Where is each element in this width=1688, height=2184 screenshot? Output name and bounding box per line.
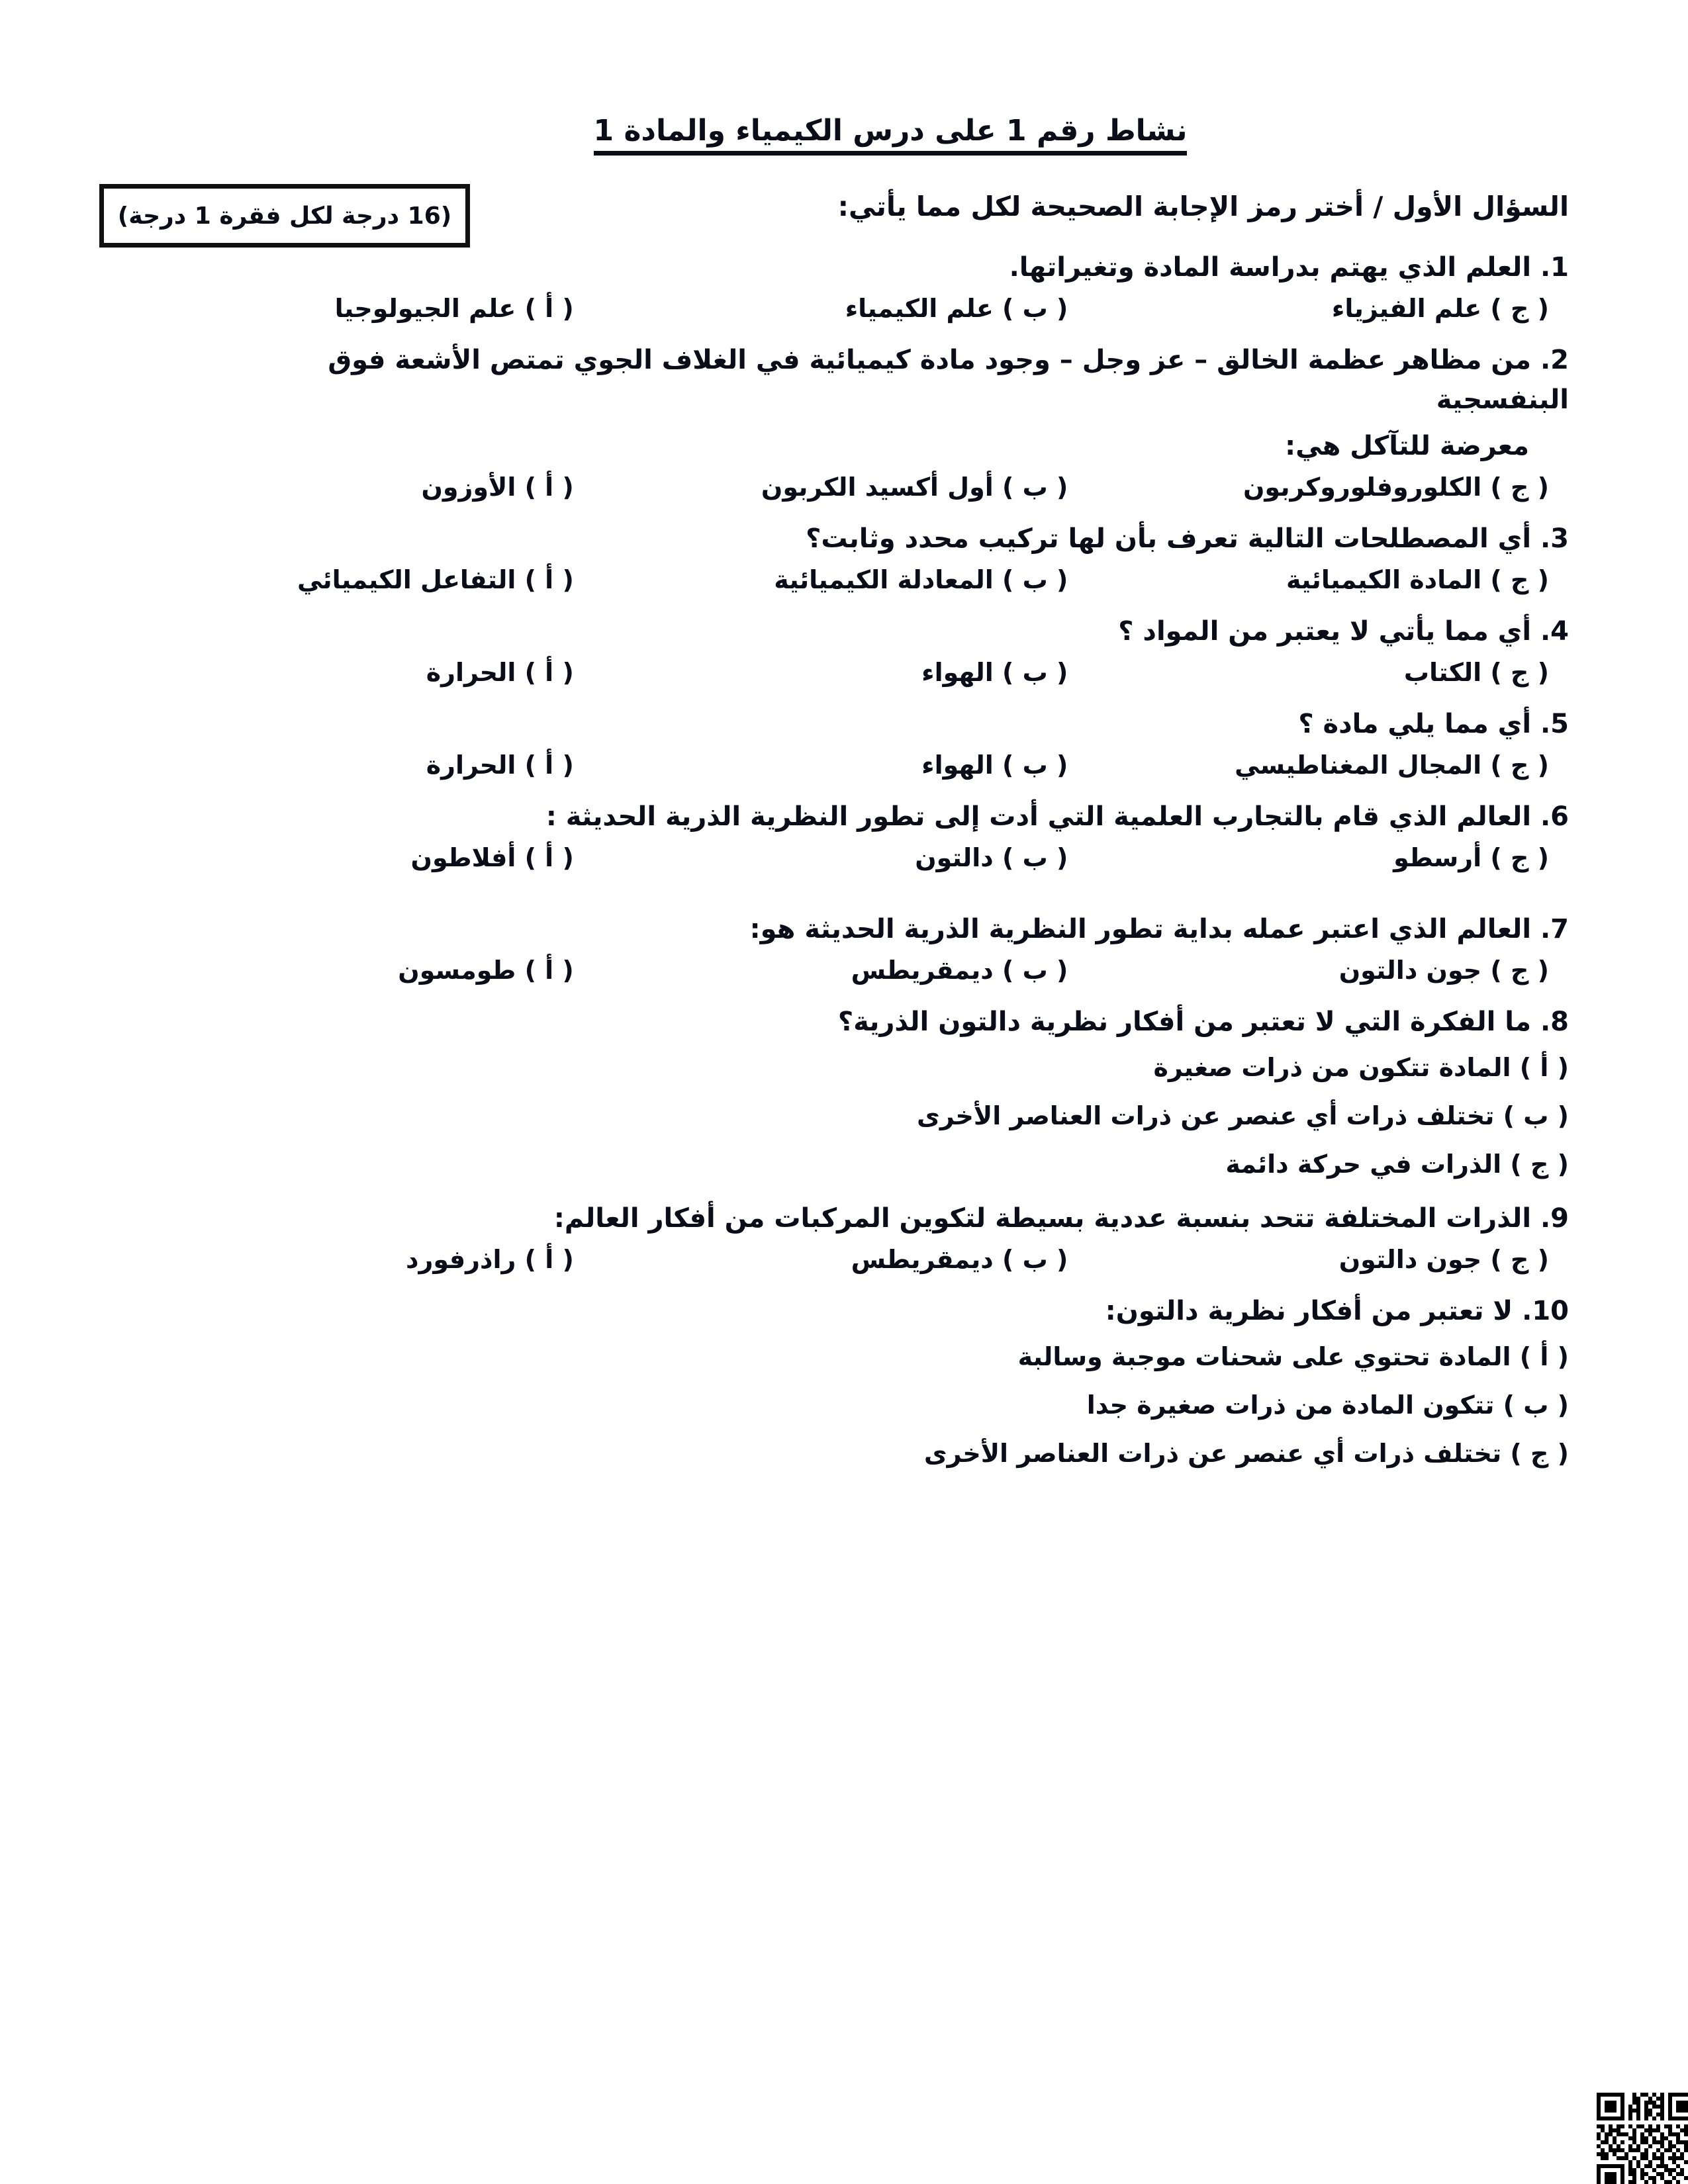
question-stem: 7. العالم الذي اعتبر عمله بداية تطور النظرية الذرية الحديثة هو: — [749, 914, 1569, 945]
question-block — [205, 1002, 1569, 1184]
worksheet-content — [205, 189, 1569, 1488]
option-a[interactable]: ( أ ) المادة تحتوي على شحنات موجبة وسالبة — [1017, 1342, 1569, 1372]
question-block — [205, 909, 1569, 985]
options-row — [205, 473, 1569, 502]
options-row — [205, 294, 1569, 323]
options-stack — [205, 1048, 1569, 1184]
options-row — [205, 843, 1569, 872]
option-c[interactable]: ( ج ) جون دالتون — [1338, 1245, 1549, 1275]
question-stem: 4. أي مما يأتي لا يعتبر من المواد ؟ — [1118, 616, 1569, 647]
question-stem: 10. لا تعتبر من أفكار نظرية دالتون: — [1105, 1296, 1569, 1327]
options-row — [205, 956, 1569, 985]
option-c[interactable]: ( ج ) المجال المغناطيسي — [1235, 751, 1549, 780]
options-row — [205, 565, 1569, 594]
question-block — [205, 519, 1569, 594]
question-stem: 1. العلم الذي يهتم بدراسة المادة وتغيراتها. — [1009, 252, 1569, 283]
qr-code-icon — [1597, 2093, 1688, 2184]
question-block — [205, 1199, 1569, 1274]
question-stem-continuation: معرضة للتآكل هي: — [1285, 431, 1529, 462]
options-stack — [205, 1338, 1569, 1473]
option-c[interactable]: ( ج ) الذرات في حركة دائمة — [1225, 1150, 1569, 1179]
question-stem: 3. أي المصطلحات التالية تعرف بأن لها تركيب محدد وثابت؟ — [806, 523, 1569, 555]
option-b[interactable]: ( ب ) ديمقريطس — [851, 956, 1068, 985]
option-b[interactable]: ( ب ) أول أكسيد الكربون — [761, 473, 1068, 502]
option-c[interactable]: ( ج ) أرسطو — [1393, 843, 1549, 873]
question-stem: 5. أي مما يلي مادة ؟ — [1298, 709, 1569, 740]
options-row — [205, 1245, 1569, 1274]
option-b[interactable]: ( ب ) دالتون — [915, 843, 1068, 873]
option-a[interactable]: ( أ ) الأوزون — [421, 473, 574, 502]
option-c[interactable]: ( ج ) الكتاب — [1403, 658, 1549, 688]
option-c[interactable]: ( ج ) علم الفيزياء — [1331, 294, 1549, 324]
option-b[interactable]: ( ب ) تتكون المادة من ذرات صغيرة جدا — [1086, 1390, 1569, 1420]
question-stem: 8. ما الفكرة التي لا تعتبر من أفكار نظرية دالتون الذرية؟ — [837, 1007, 1569, 1038]
option-b[interactable]: ( ب ) الهواء — [921, 751, 1068, 780]
instruction-line: السؤال الأول / أختر رمز الإجابة الصحيحة لكل مما يأتي: — [837, 191, 1569, 222]
option-b[interactable]: ( ب ) الهواء — [921, 658, 1068, 688]
option-a[interactable]: ( أ ) راذرفورد — [406, 1245, 574, 1275]
options-row — [205, 658, 1569, 687]
option-a[interactable]: ( أ ) الحرارة — [426, 658, 574, 688]
option-b[interactable]: ( ب ) تختلف ذرات أي عنصر عن ذرات العناصر الأخرى — [917, 1101, 1569, 1131]
page-title: نشاط رقم 1 على درس الكيمياء والمادة 1 — [594, 113, 1188, 156]
option-c[interactable]: ( ج ) المادة الكيميائية — [1286, 565, 1549, 595]
question-block — [205, 248, 1569, 323]
score-note-text: (16 درجة لكل فقرة 1 درجة) — [117, 202, 452, 230]
option-b[interactable]: ( ب ) المعادلة الكيميائية — [774, 565, 1068, 595]
title-row — [0, 113, 1688, 156]
option-a[interactable]: ( أ ) الحرارة — [426, 751, 574, 780]
question-block — [205, 797, 1569, 872]
question-block — [205, 612, 1569, 687]
option-b[interactable]: ( ب ) ديمقريطس — [851, 1245, 1068, 1275]
question-stem: 6. العالم الذي قام بالتجارب العلمية التي أدت إلى تطور النظرية الذرية الحديثة : — [545, 801, 1569, 833]
question-block — [205, 1291, 1569, 1473]
question-block — [205, 704, 1569, 780]
options-row — [205, 751, 1569, 780]
option-a[interactable]: ( أ ) طومسون — [398, 956, 574, 985]
question-stem: 2. من مظاهر عظمة الخالق – عز وجل – وجود مادة كيميائية في الغلاف الجوي تمتص الأشعة فوق البنفسجية — [328, 345, 1569, 416]
question-stem: 9. الذرات المختلفة تتحد بنسبة عددية بسيطة لتكوين المركبات من أفكار العالم: — [553, 1203, 1569, 1234]
spacer — [205, 889, 1569, 909]
option-b[interactable]: ( ب ) علم الكيمياء — [845, 294, 1068, 324]
option-a[interactable]: ( أ ) التفاعل الكيميائي — [297, 565, 574, 595]
option-a[interactable]: ( أ ) علم الجيولوجيا — [334, 294, 574, 324]
option-a[interactable]: ( أ ) أفلاطون — [410, 843, 574, 873]
option-a[interactable]: ( أ ) المادة تتكون من ذرات صغيرة — [1153, 1053, 1569, 1083]
option-c[interactable]: ( ج ) جون دالتون — [1338, 956, 1549, 985]
option-c[interactable]: ( ج ) الكلوروفلوروكربون — [1243, 473, 1549, 502]
option-c[interactable]: ( ج ) تختلف ذرات أي عنصر عن ذرات العناصر الأخرى — [923, 1438, 1569, 1468]
question-block — [205, 340, 1569, 502]
